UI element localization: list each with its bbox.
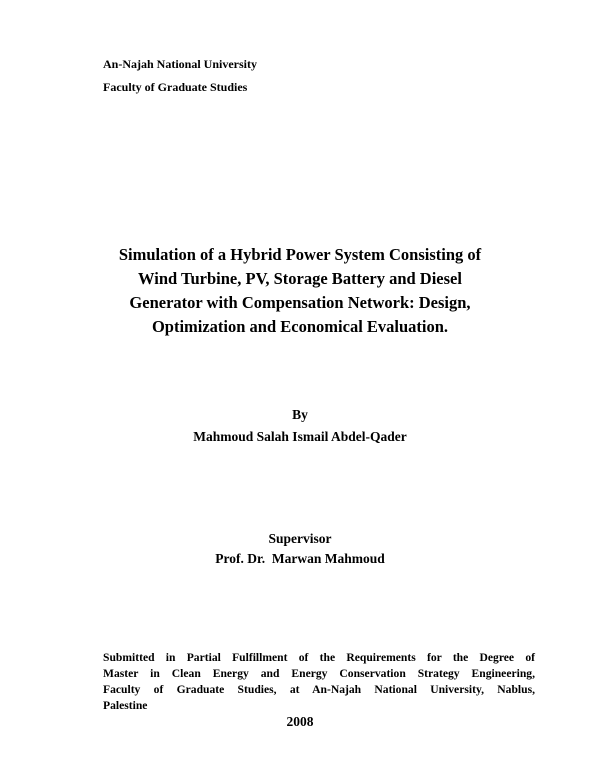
supervisor-label: Supervisor — [268, 531, 332, 546]
author-block — [60, 404, 540, 448]
title-line: Generator with Compensation Network: Design, — [129, 293, 471, 312]
submission-year: 2008 — [286, 714, 314, 729]
submission-line: Palestine — [103, 699, 148, 712]
author-name: Mahmoud Salah Ismail Abdel-Qader — [193, 429, 407, 444]
submission-line: Master in Clean Energy and Energy Conservation Strategy Engineering, — [103, 667, 535, 680]
title-line: Wind Turbine, PV, Storage Battery and Diesel — [138, 269, 462, 288]
supervisor-name: Prof. Dr. Marwan Mahmoud — [215, 551, 385, 566]
institution-block — [103, 53, 257, 99]
supervisor-block — [60, 529, 540, 569]
by-label: By — [292, 407, 308, 422]
university-name: An-Najah National University — [103, 57, 258, 71]
submission-line: Faculty of Graduate Studies, at An-Najah National University, Nablus, — [103, 683, 535, 696]
submission-line: Submitted in Partial Fulfillment of the Requirements for the Degree of — [103, 651, 535, 664]
submission-statement — [103, 650, 535, 714]
title-line: Simulation of a Hybrid Power System Consisting of — [118, 245, 482, 264]
title-line: Optimization and Economical Evaluation. — [151, 317, 449, 336]
faculty-name: Faculty of Graduate Studies — [103, 80, 248, 94]
thesis-title — [60, 243, 540, 339]
